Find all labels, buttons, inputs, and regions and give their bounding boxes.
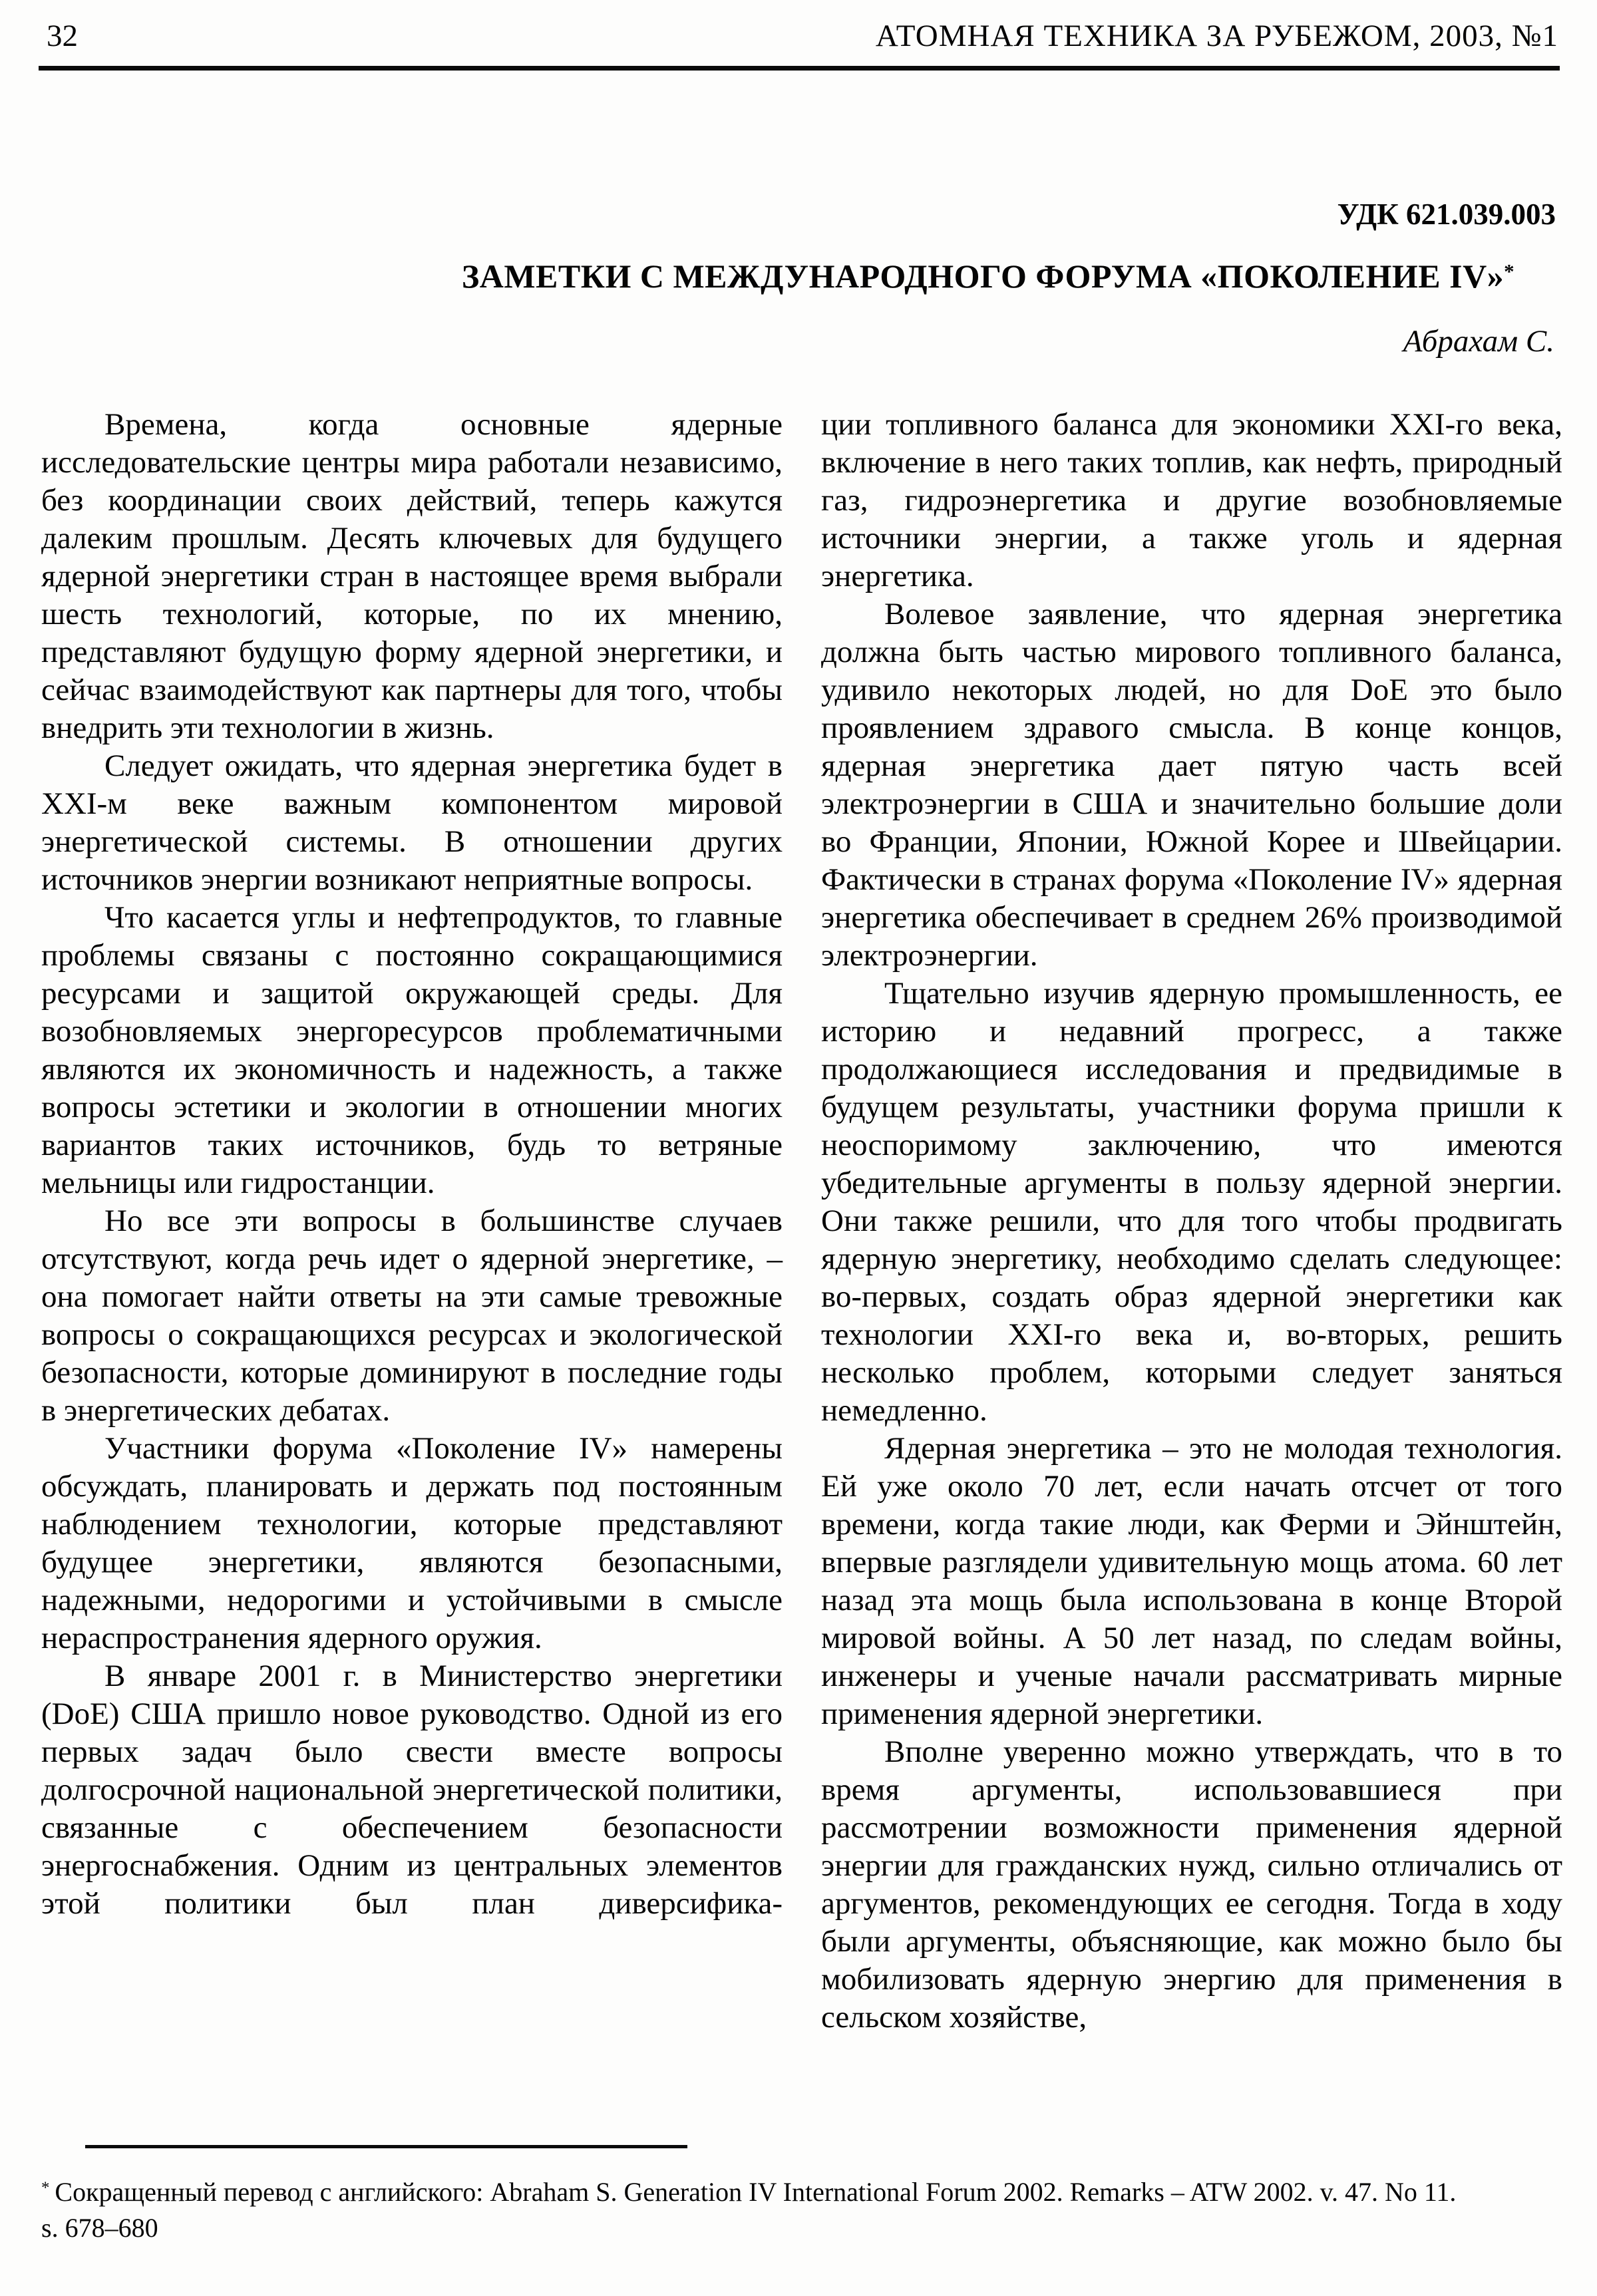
paragraph: В январе 2001 г. в Министерство энергетики (DoE) США пришло новое руководство. Одной из его первых задач было свести вместе вопросы долгосрочной национальной энергетической политики, связанные с обеспечением безопасности энергоснабжения. Одним из центральных элементов этой политики был план диверсифика- xyxy=(41,1659,783,1921)
header-rule xyxy=(39,66,1560,71)
paragraph: Тщательно изучив ядерную промышленность, ее историю и недавний прогресс, а также продолжающиеся исследования и предвидимые в будущем результаты, участники форума пришли к неоспоримому заключению, что имеются убедительные аргументы в пользу ядерной энергии. Они также решили, что для того чтобы продвигать ядерную энергетику, необходимо сделать следующее: во-первых, создать образ ядерной энергетики как технологии XXI-го века и, во-вторых, решить несколько проблем, которыми следует заняться немедленно. xyxy=(821,976,1562,1428)
paragraph: Времена, когда основные ядерные исследовательские центры мира работали независимо, без координации своих действий, теперь кажутся далеким прошлым. Десять ключевых для будущего ядерной энергетики стран в настоящее время выбрали шесть технологий, которые, по их мнению, представляют будущую форму ядерной энергетики, и сейчас взаимодействуют как партнеры для того, чтобы внедрить эти технологии в жизнь. xyxy=(41,407,783,745)
paragraph: Следует ожидать, что ядерная энергетика будет в XXI-м веке важным компонентом мировой энергетической системы. В отношении других источников энергии возникают неприятные вопросы. xyxy=(41,748,783,897)
title-footnote-marker: * xyxy=(1504,259,1515,283)
footnote-rule xyxy=(85,2145,687,2148)
footnote-text-line2: s. 678–680 xyxy=(41,2213,158,2243)
udc-code: УДК 621.039.003 xyxy=(1337,198,1556,231)
paragraph: Ядерная энергетика – это не молодая технология. Ей уже около 70 лет, если начать отсчет от того времени, когда такие люди, как Ферми и Эйнштейн, впервые разглядели удивительную мощь атома. 60 лет назад эта мощь была использована в конце Второй мировой войны. А 50 лет назад, по следам войны, инженеры и ученые начали рассматривать мирные применения ядерной энергетики. xyxy=(821,1431,1562,1731)
article-title xyxy=(413,251,1564,296)
paragraph: Что касается углы и нефтепродуктов, то главные проблемы связаны с постоянно сокращающимися ресурсами и защитой окружающей среды. Для возобновляемых энергоресурсов проблематичными являются их экономичность и надежность, а также вопросы эстетики и экологии в отношении многих вариантов таких источников, будь то ветряные мельницы или гидростанции. xyxy=(41,900,783,1200)
paragraph: Но все эти вопросы в большинстве случаев отсутствуют, когда речь идет о ядерной энергетике, – она помогает найти ответы на эти самые тревожные вопросы о сокращающихся ресурсах и экологической безопасности, которые доминируют в последние годы в энергетических дебатах. xyxy=(41,1204,783,1428)
running-head xyxy=(47,17,1558,55)
journal-header: АТОМНАЯ ТЕХНИКА ЗА РУБЕЖОМ, 2003, №1 xyxy=(875,19,1558,53)
footnote-marker: * xyxy=(41,2179,50,2197)
paragraph: Участники форума «Поколение IV» намерены обсуждать, планировать и держать под постоянным наблюдением технологии, которые представляют будущее энергетики, являются безопасными, надежными, недорогими и устойчивыми в смысле нераспространения ядерного оружия. xyxy=(41,1431,783,1655)
footnote-text-line1: Сокращенный перевод с английского: Abraham S. Generation IV International Forum 2002. Remarks – ATW 2002. v. 47. No 11. xyxy=(55,2177,1457,2207)
article-title-text: ЗАМЕТКИ С МЕЖДУНАРОДНОГО ФОРУМА «ПОКОЛЕНИЕ IV» xyxy=(461,257,1505,295)
footnote xyxy=(41,2170,1560,2246)
paragraph: Вполне уверенно можно утверждать, что в то время аргументы, использовавшиеся при рассмотрении возможности применения ядерной энергии для гражданских нужд, сильно отличались от аргументов, рекомендующих ее сегодня. Тогда в ходу были аргументы, объясняющие, как можно было бы мобилизовать ядерную энергию для применения в сельском хозяйстве, xyxy=(821,1734,1562,2035)
article-body xyxy=(41,406,1562,2037)
paragraph: Волевое заявление, что ядерная энергетика должна быть частью мирового топливного баланса, удивило некоторых людей, но для DoE это было проявлением здравого смысла. В конце концов, ядерная энергетика дает пятую часть всей электроэнергии в США и значительно большие доли во Франции, Японии, Южной Корее и Швейцарии. Фактически в странах форума «Поколение IV» ядерная энергетика обеспечивает в среднем 26% производимой электроэнергии. xyxy=(821,597,1562,973)
right-column xyxy=(821,406,1562,2037)
left-column xyxy=(41,406,783,2037)
page-number: 32 xyxy=(47,19,78,53)
paragraph-continuation: ции топливного баланса для экономики XXI-го века, включение в него таких топлив, как нефть, природный газ, гидроэнергетика и другие возобновляемые источники энергии, а также уголь и ядерная энергетика. xyxy=(821,407,1562,593)
author-name: Абрахам С. xyxy=(1403,324,1554,359)
